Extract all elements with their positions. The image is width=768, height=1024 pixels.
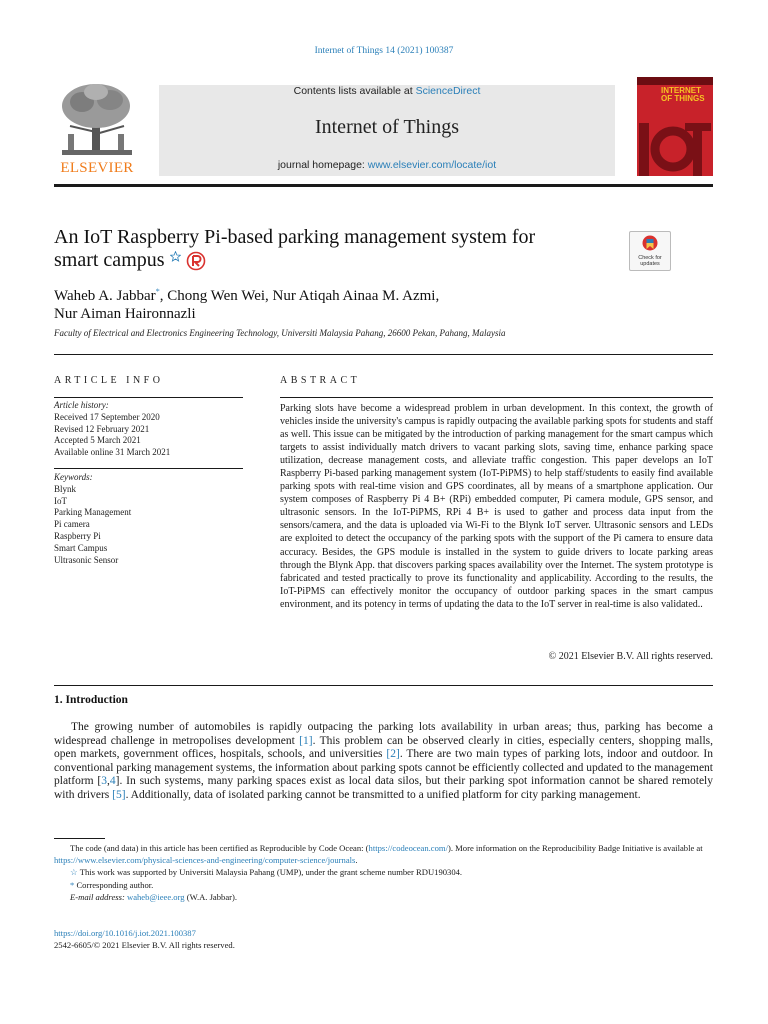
issn-copyright: 2542-6605/© 2021 Elsevier B.V. All rights reserved. [54,940,235,950]
journal-citation[interactable]: Internet of Things 14 (2021) 100387 [314,46,454,56]
bookmark-icon [642,235,658,254]
body-text: The growing number of automobiles is rapidly outpacing the parking lots availability in urban areas; thus, parking has become a widespread challenge in metropolises development [54,721,713,747]
body-text: . This problem can be observed clearly in cities, especially centers, shopping malls, open markets, government offices, hospitals, schools, and universities [54,734,713,761]
abstract-copyright: © 2021 Elsevier B.V. All rights reserved. [548,651,713,662]
cover-iot-icon [637,121,713,176]
keyword: Pi camera [54,519,90,530]
footnotes [54,842,713,903]
footnote-text: This work was supported by Universiti Malaysia Pahang (UMP), under the grant scheme number RDU190304. [79,867,463,878]
star-footnote-icon[interactable] [170,251,181,262]
star-footnote-mark: ☆ [70,867,78,878]
body-text: . Additionally, data of isolated parking cannot be transmitted to a unified platform for city parking management. [125,788,641,801]
footnote-rule [54,838,105,839]
doi-link[interactable]: https://doi.org/10.1016/j.iot.2021.100387 [54,928,196,938]
authors-line-2: Nur Aiman Haironnazli [54,306,196,322]
author-corresponding[interactable]: Waheb A. Jabbar [54,288,156,304]
abstract-heading: ABSTRACT [280,375,361,386]
reference-link[interactable]: [2] [386,748,400,761]
reference-link[interactable]: 4 [109,775,116,788]
publisher-name: ELSEVIER [60,160,134,176]
history-item: Received 17 September 2020 [54,411,160,422]
history-label: Article history: [54,400,109,410]
history-item: Accepted 5 March 2021 [54,435,141,446]
journal-name: Internet of Things [314,116,460,138]
keyword: IoT [54,495,67,506]
divider [54,685,713,686]
footnote-text: ). More information on the Reproducibility Badge Initiative is available at [447,843,703,853]
cover-band [637,77,713,85]
journal-header [159,85,615,176]
keywords [54,472,244,566]
codeocean-link[interactable]: https://codeocean.com/ [368,843,448,853]
authors [54,283,654,323]
email-label: E-mail address: [70,891,125,902]
check-updates-label: Check for updates [638,255,662,267]
body-text: . There are two main types of parking lots, indoor and outdoor. In conventional parking management systems, the information about parking spots cannot be efficiently collected and updated to the management platform [ [54,748,714,788]
keyword: Parking Management [54,507,132,518]
footnote-text: The code (and data) in this article has been certified as Reproducible by Code Ocean: ( [70,843,369,853]
homepage-prefix: journal homepage: [277,159,368,171]
sciencedirect-link[interactable]: ScienceDirect [415,85,481,97]
check-for-updates-button[interactable] [629,231,671,271]
footnote-corresponding [54,879,713,891]
keyword: Smart Campus [54,542,108,553]
keywords-label: Keywords: [54,472,93,482]
divider [54,397,243,398]
elsevier-logo[interactable] [54,82,140,178]
footnote-reproducibility [54,842,713,866]
body-text: ]. In such systems, many parking spaces exist as local data silos, but their parking spot information cannot be shared remotely with drivers [54,775,714,801]
article-info-heading: ARTICLE INFO [54,375,164,386]
affiliation: Faculty of Electrical and Electronics Engineering Technology, Universiti Malaysia Pahang, 26600 Pekan, Pahang, Malaysia [54,328,506,338]
footnote-text: Corresponding author. [76,879,154,890]
corresponding-mark[interactable]: * [155,287,160,296]
elsevier-tree-icon [56,82,138,158]
article-title [54,226,614,272]
elsevier-journals-link[interactable]: https://www.elsevier.com/physical-sciences-and-engineering/computer-science/journals [54,855,356,866]
body-text: , [107,775,110,788]
journal-homepage-link[interactable]: www.elsevier.com/locate/iot [367,159,497,171]
divider [280,397,713,398]
keyword: Blynk [54,483,77,494]
footnote-funding [54,866,713,878]
abstract-text: Parking slots have become a widespread problem in urban development. In this context, the growth of vehicles inside the university's campus is rapidly outpacing the available parking spots for students and staff as well. This issue can be mitigated by the introduction of parking management for the smart campus which targets to assist individually match drivers to vacant parking slots, saving time, enhance parking space utilization, decrease management costs, and alleviate traffic congestion. This paper develops an IoT Raspberry Pi-based parking management system (IoT-PiPMS) to help staff/students to easily find available parking spots with real-time vision and GPS coordinates, all by means of a smartphone application. Our system composes of Raspberry Pi 4 B+ (RPi) embedded computer, Pi camera module, GPS sensor, and ultrasonic sensors. In the IoT-PiPMS, RPi 4 B+ is used to gather and process data input from the sensors/camera, and the data is uploaded via Wi-Fi to the Blynk IoT server. Ultrasonic sensors and LEDs are exploited to detect the occupancy of the parking spots with the support of the Pi camera to ensure data accuracy. Besides, the GPS module is installed in the system to guide drivers to locate parking areas through the Blynk App. that discovers parking spaces availability over the Internet. The system prototype is fabricated and tested practically to prove its functionality and applicability. According to the results, the IoT-PiPMS can effectively monitor the occupancy of outdoor parking spaces in the smart campus environment, and its potency in terms of updating the data to the IoT server in real-time is also validated.. [280,403,713,610]
homepage-line [159,159,615,171]
footnote-text: (W.A. Jabbar). [184,891,238,902]
corresponding-footnote-mark: * [70,879,75,890]
divider [54,354,713,355]
divider [54,468,243,469]
cover-title: INTERNET OF THINGS [661,86,705,103]
history-item: Revised 12 February 2021 [54,423,150,434]
journal-cover[interactable] [637,77,713,176]
section-heading: 1. Introduction [54,694,128,706]
contents-prefix: Contents lists available at [293,85,416,97]
reference-link[interactable]: 3 [101,775,108,788]
authors-line-1: , Chong Wen Wei, Nur Atiqah Ainaa M. Azmi, [159,288,440,304]
footnote-text: . [355,855,358,866]
reproducibility-badge-icon[interactable] [186,251,206,271]
title-line-1: An IoT Raspberry Pi-based parking management system for [54,226,536,248]
reference-link[interactable]: [1] [299,734,313,747]
header-rule [54,184,713,187]
reference-link[interactable]: [5] [112,788,126,801]
history-item: Available online 31 March 2021 [54,447,171,458]
keyword: Ultrasonic Sensor [54,554,119,565]
title-line-2: smart campus [54,249,165,271]
contents-line [159,85,615,97]
intro-paragraph [54,721,713,803]
article-history [54,400,244,459]
footnote-email [54,891,713,903]
keyword: Raspberry Pi [54,530,101,541]
email-link[interactable]: waheb@ieee.org [126,891,185,902]
